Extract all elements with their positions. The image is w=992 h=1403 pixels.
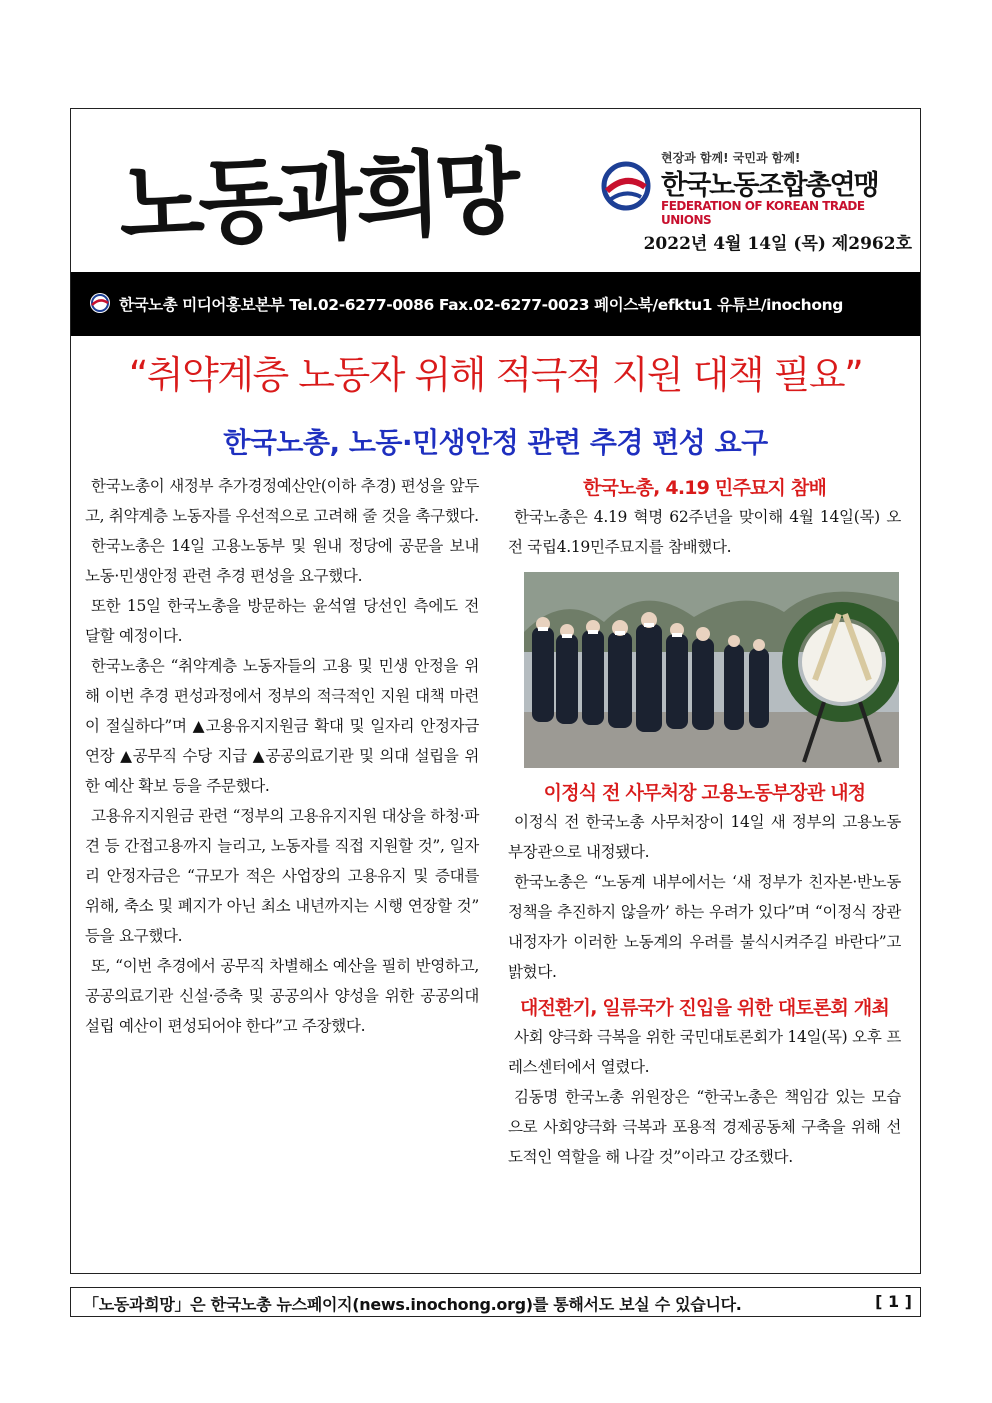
sub-headline: 한국노총, 노동·민생안정 관련 추경 편성 요구 [223, 426, 768, 459]
article-paragraph: 한국노총은 “노동계 내부에서는 ‘새 정부가 친자본·반노동 정책을 추진하지 않을까’ 하는 우려가 있다”며 “이정식 장관 내정자가 이러한 노동계의 우려를 불식시켜주길 바란다”고 밝혔다. [508, 873, 901, 981]
main-headline: “취약계층 노동자 위해 적극적 지원 대책 필요” [128, 353, 863, 397]
main-article [85, 471, 479, 1041]
article-paragraph: 또한 15일 한국노총을 방문하는 윤석열 당선인 측에도 전달할 예정이다. [85, 597, 479, 645]
footer-bar [70, 1287, 921, 1317]
org-name: 한국노동조합총연맹 [661, 170, 878, 201]
org-slogan: 현장과 함께! 국민과 함께! [661, 151, 801, 165]
article-paragraph: 이정식 전 한국노총 사무처장이 14일 새 정부의 고용노동부장관으로 내정됐다. [508, 813, 901, 861]
article-paragraph: 한국노총은 14일 고용노동부 및 원내 정당에 공문을 보내 노동·민생안정 관련 추경 편성을 요구했다. [85, 537, 479, 585]
org-branding [601, 149, 911, 229]
article-paragraph: 한국노총은 4.19 혁명 62주년을 맞이해 4월 14일(목) 오전 국립4.19민주묘지를 참배했다. [508, 508, 901, 556]
issue-date: 2022년 4월 14일 (목) 제2962호 [643, 234, 912, 254]
masthead [71, 109, 920, 272]
article-paragraph: 또, “이번 추경에서 공무직 차별해소 예산을 필히 반영하고, 공공의료기관 신설·증축 및 공공의사 양성을 위한 공공의대 설립 예산이 편성되어야 한다”고 주장했다. [85, 957, 479, 1035]
article-paragraph: 고용유지지원금 관련 “정부의 고용유지지원 대상을 하청·파견 등 간접고용까지 늘리고, 노동자를 직접 지원할 것”, 일자리 안정자금은 “규모가 적은 사업장의 고용유지 및 증대를 위해, 축소 및 폐지가 아닌 최소 내년까지는 시행 연장할 것” 등을 요구했다. [85, 807, 479, 945]
contact-info: 한국노총 미디어홍보본부 Tel.02-6277-0086 Fax.02-6277-0023 페이스북/efktu1 유튜브/inochong [119, 296, 843, 314]
footer-notice: 「노동과희망」은 한국노총 뉴스페이지(news.inochong.org)를 통해서도 보실 수 있습니다. [83, 1295, 742, 1314]
article-title: 대전환기, 일류국가 진입을 위한 대토론회 개최 [519, 997, 890, 1019]
photo-illustration [524, 572, 899, 768]
article-title: 이정식 전 사무처장 고용노동부장관 내정 [543, 782, 866, 804]
contact-bar [71, 272, 920, 336]
article-paragraph: 한국노총은 “취약계층 노동자들의 고용 및 민생 안정을 위해 이번 추경 편성과정에서 정부의 적극적인 지원 대책 마련이 절실하다”며 ▲고용유지지원금 확대 및 일자리 안정자금 연장 ▲공무직 수당 지급 ▲공공의료기관 및 의대 설립을 위한 예산 확보 등을 주문했다. [85, 657, 479, 795]
newsletter-page [70, 108, 921, 1274]
article-paragraph: 한국노총이 새정부 추가경정예산안(이하 추경) 편성을 앞두고, 취약계층 노동자를 우선적으로 고려해 줄 것을 촉구했다. [85, 477, 479, 525]
memorial-visit-photo [524, 572, 899, 768]
article-paragraph: 김동명 한국노총 위원장은 “한국노총은 책임감 있는 모습으로 사회양극화 극복과 포용적 경제공동체 구축을 위해 선도적인 역할을 해 나갈 것”이라고 강조했다. [508, 1088, 901, 1166]
article-paragraph: 사회 양극화 극복을 위한 국민대토론회가 14일(목) 오후 프레스센터에서 열렸다. [508, 1028, 901, 1076]
article-title: 한국노총, 4.19 민주묘지 참배 [582, 477, 827, 499]
page-number: [ 1 ] [875, 1292, 912, 1311]
fktu-emblem-icon [601, 161, 651, 211]
fktu-emblem-icon [89, 292, 111, 314]
side-articles [508, 471, 901, 1172]
newsletter-title-logo: 노동과희망 [117, 136, 516, 261]
org-english-name: FEDERATION OF KOREAN TRADE UNIONS [661, 199, 865, 227]
